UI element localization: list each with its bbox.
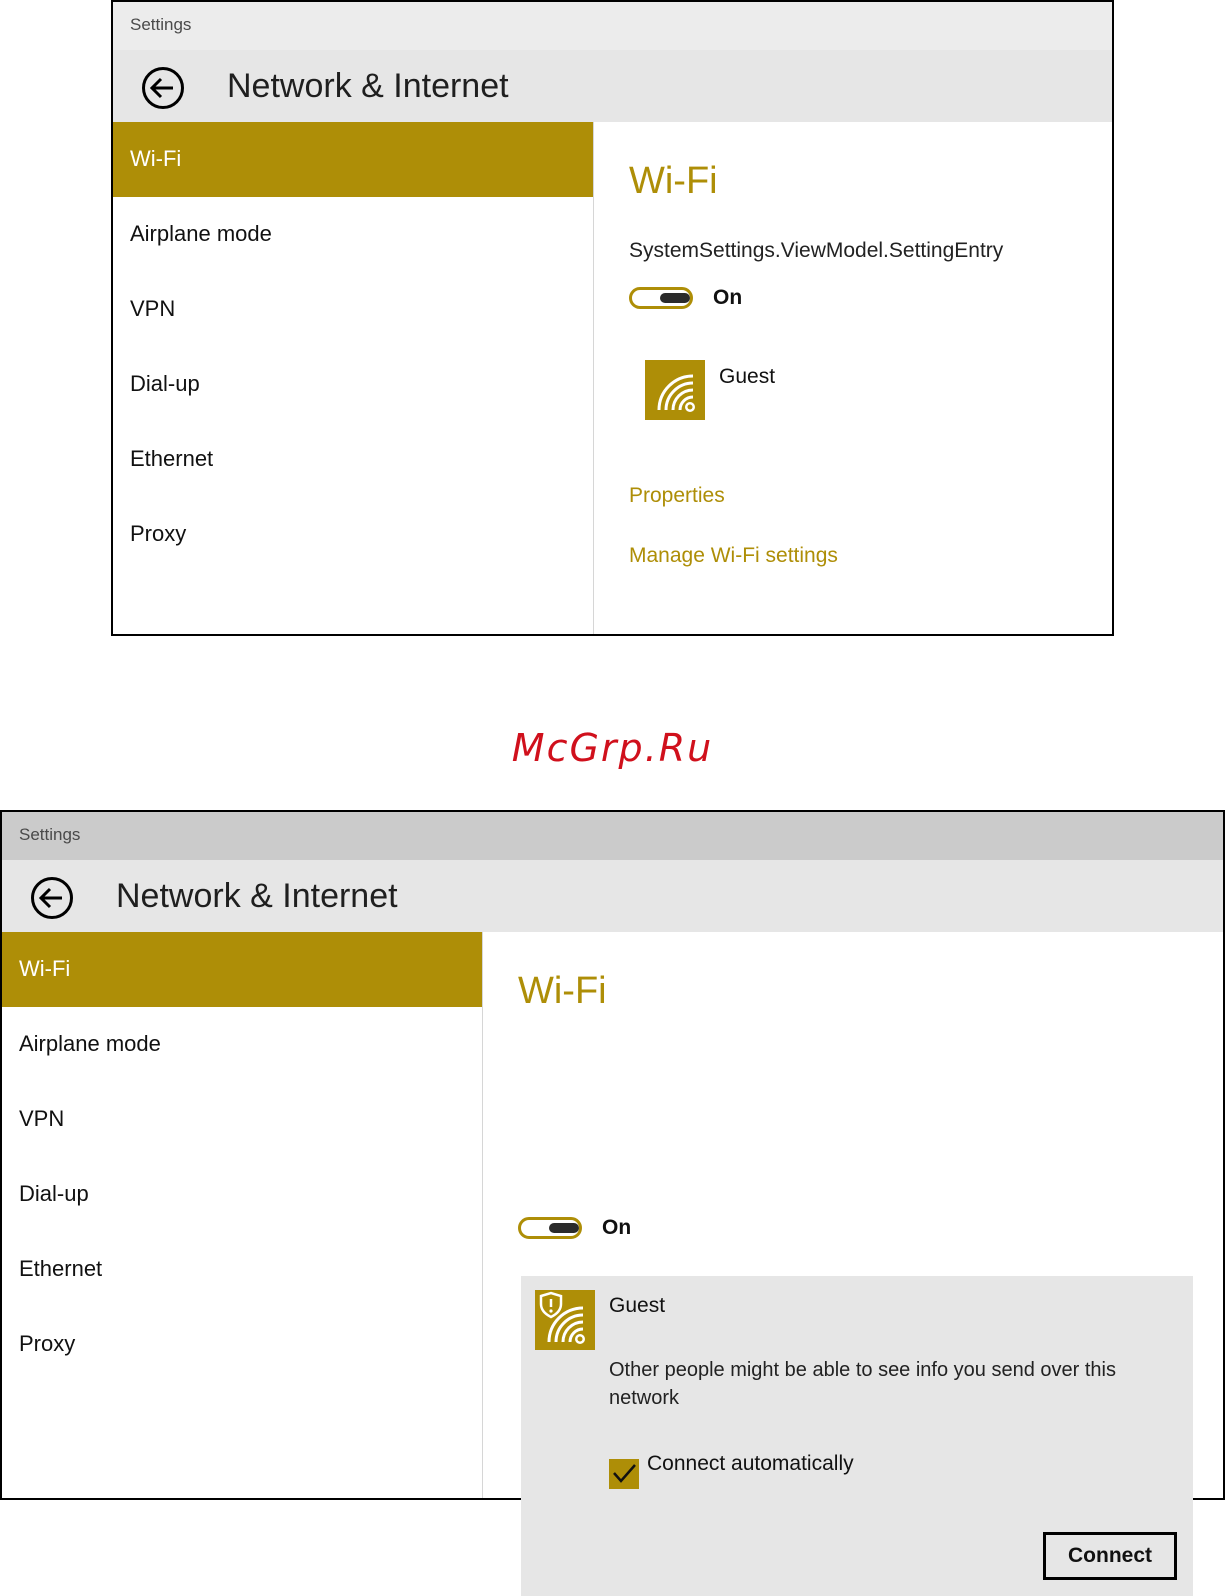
toggle-label: On <box>602 1216 632 1239</box>
network-item-guest-expanded[interactable] <box>521 1276 1193 1596</box>
security-warning-text: Other people might be able to see info you send over this network <box>609 1359 1116 1409</box>
content-pane <box>483 932 1223 1567</box>
network-item-guest[interactable] <box>645 360 705 420</box>
sidebar-item-proxy[interactable]: Proxy <box>130 521 187 546</box>
back-button[interactable] <box>30 876 74 920</box>
sidebar-item-proxy[interactable]: Proxy <box>19 1331 76 1356</box>
network-tile <box>535 1290 595 1350</box>
sidebar-item-ethernet[interactable]: Ethernet <box>19 1256 103 1281</box>
properties-link[interactable]: Properties <box>629 484 725 507</box>
page-header <box>2 860 1223 932</box>
back-button[interactable] <box>141 66 185 110</box>
toggle-knob <box>549 1223 579 1233</box>
sidebar-item-ethernet[interactable]: Ethernet <box>130 446 214 471</box>
sidebar <box>113 122 594 634</box>
content-pane <box>594 122 1112 634</box>
window-titlebar: Settings <box>2 812 1223 860</box>
wifi-toggle[interactable] <box>629 287 693 309</box>
settings-window-1 <box>111 0 1114 636</box>
sidebar-item-airplane-mode[interactable]: Airplane mode <box>19 1031 161 1056</box>
settings-window-2 <box>0 810 1225 1567</box>
checkmark-icon <box>609 1459 639 1489</box>
toggle-label: On <box>713 286 743 309</box>
toggle-knob <box>660 293 690 303</box>
wifi-toggle[interactable] <box>518 1217 582 1239</box>
wifi-signal-icon <box>645 360 705 420</box>
setting-entry-label: SystemSettings.ViewModel.SettingEntry <box>629 239 1004 262</box>
sidebar-item-vpn[interactable]: VPN <box>130 296 176 321</box>
sidebar-item-vpn[interactable]: VPN <box>19 1106 65 1131</box>
section-title: Wi-Fi <box>629 160 718 202</box>
page-title: Network & Internet <box>116 877 398 915</box>
page-title: Network & Internet <box>227 67 509 105</box>
watermark-text: McGrp.Ru <box>511 726 714 770</box>
sidebar-item-dial-up[interactable]: Dial-up <box>130 371 200 396</box>
page-header <box>113 50 1112 122</box>
connect-button[interactable]: Connect <box>1043 1532 1177 1580</box>
sidebar-item-airplane-mode[interactable]: Airplane mode <box>130 221 272 246</box>
connect-automatically-checkbox[interactable] <box>609 1459 639 1489</box>
back-arrow-circle-icon <box>30 876 74 920</box>
sidebar-item-wifi[interactable]: Wi-Fi <box>2 932 482 1007</box>
back-arrow-circle-icon <box>141 66 185 110</box>
connect-automatically-label: Connect automatically <box>647 1452 854 1475</box>
section-title: Wi-Fi <box>518 970 607 1012</box>
sidebar-item-dial-up[interactable]: Dial-up <box>19 1181 89 1206</box>
network-name: Guest <box>719 365 776 388</box>
window-titlebar: Settings <box>113 2 1112 50</box>
sidebar-item-wifi[interactable]: Wi-Fi <box>113 122 593 197</box>
wifi-unsecured-icon <box>535 1290 595 1350</box>
manage-wifi-settings-link[interactable]: Manage Wi-Fi settings <box>629 544 838 567</box>
network-name: Guest <box>609 1294 666 1317</box>
sidebar <box>2 932 483 1498</box>
